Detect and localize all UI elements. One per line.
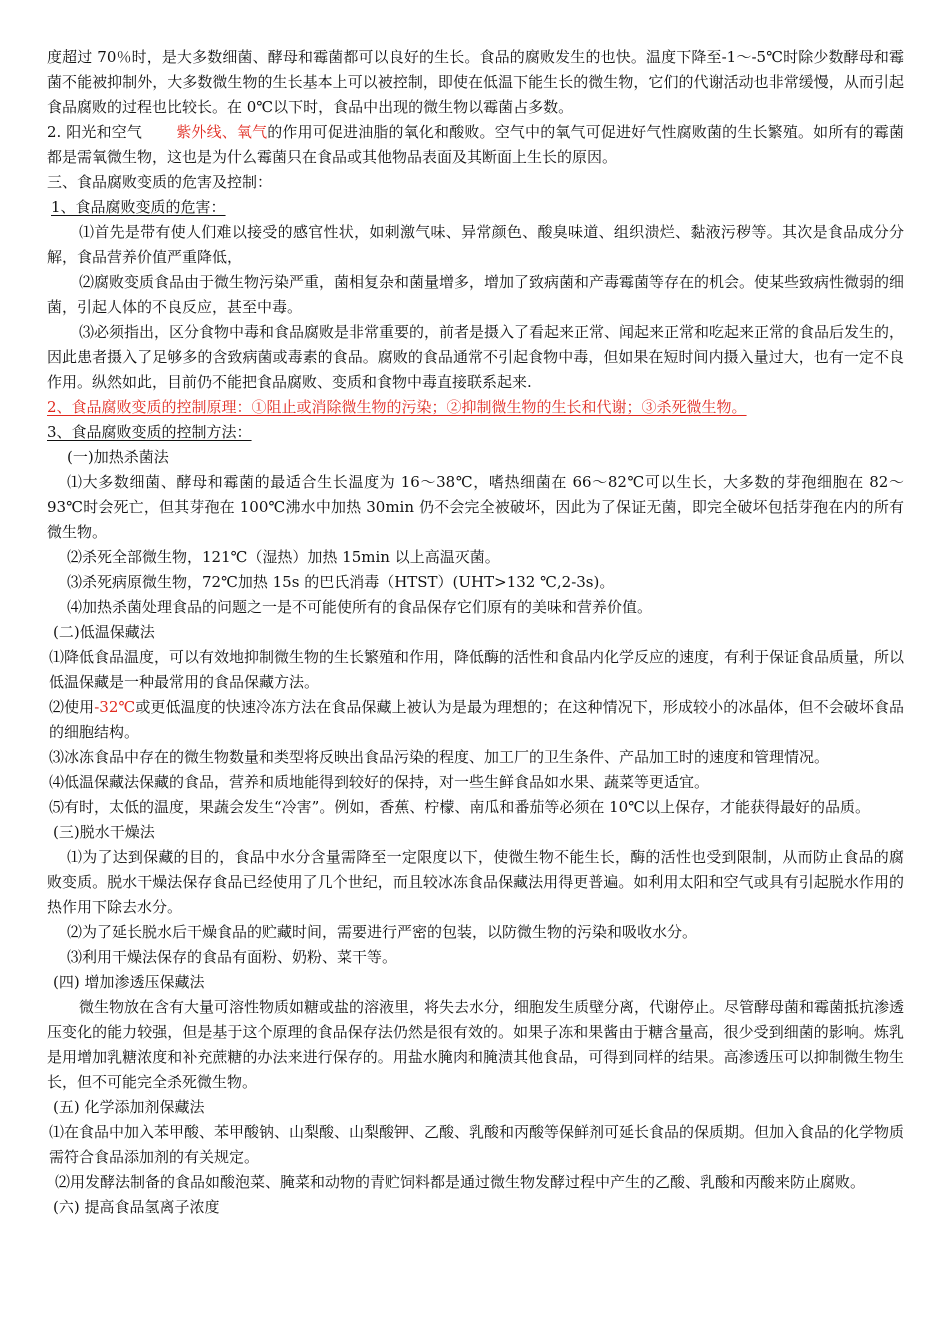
cold-item-5: ⑸有时，太低的温度，果蔬会发生“冷害”。例如，香蕉、柠檬、南瓜和番茄等必须在 10℃以上保存，才能获得最好的品质。 bbox=[49, 798, 870, 816]
section3-heading: 三、食品腐败变质的危害及控制： bbox=[47, 173, 273, 191]
drying-item-3: ⑶利用干燥法保存的食品有面粉、奶粉、菜干等。 bbox=[67, 948, 398, 966]
uv-oxygen-highlight: 紫外线、氧气 bbox=[176, 123, 268, 141]
cold-item-4: ⑷低温保藏法保藏的食品，营养和质地能得到较好的保持，对一些生鲜食品如水果、蔬菜等更适宜。 bbox=[49, 773, 710, 791]
chemical-item-2: ⑵用发酵法制备的食品如酸泡菜、腌菜和动物的青贮饲料都是通过微生物发酵过程中产生的乙酸、乳酸和丙酸来防止腐败。 bbox=[55, 1173, 866, 1191]
hazard-item-2: ⑵腐败变质食品由于微生物污染严重，菌相复杂和菌量增多，增加了致病菌和产毒霉菌等存在的机会。使某些致病性微弱的细菌，引起人体的不良反应，甚至中毒。 bbox=[47, 273, 905, 316]
sunlight-air-title: 2. 阳光和空气 bbox=[47, 123, 143, 141]
method-chemical-title: (五) 化学添加剂保藏法 bbox=[53, 1098, 205, 1116]
heating-item-2: ⑵杀死全部微生物，121℃（湿热）加热 15min 以上高温灭菌。 bbox=[67, 548, 500, 566]
sunlight-air-text: 的作用可促进油脂的氧化和酸败。空气中的氧气可促进好气性腐败菌的生长繁殖。如所有的霉菌都是需氧微生物，这也是为什么霉菌只在食品或其他物品表面及其断面上生长的原因。 bbox=[47, 123, 904, 166]
heating-item-4: ⑷加热杀菌处理食品的问题之一是不可能使所有的食品保存它们原有的美味和营养价值。 bbox=[67, 598, 653, 616]
osmotic-paragraph: 微生物放在含有大量可溶性物质如糖或盐的溶液里，将失去水分，细胞发生质壁分离，代谢停止。尽管酵母菌和霉菌抵抗渗透压变化的能力较强，但是基于这个原理的食品保存法仍然是很有效的。如果子冻和果酱由于糖含量高，很少受到细菌的影响。炼乳是用增加乳糖浓度和补充蔗糖的办法来进行保存的。用盐水腌肉和腌渍其他食品，可得到同样的结果。高渗透压可以抑制微生物生长，但不可能完全杀死微生物。 bbox=[47, 998, 905, 1091]
drying-item-2: ⑵为了延长脱水后干燥食品的贮藏时间，需要进行严密的包装，以防微生物的污染和吸收水分。 bbox=[67, 923, 698, 941]
drying-item-1: ⑴为了达到保藏的目的，食品中水分含量需降至一定限度以下，使微生物不能生长，酶的活性也受到限制，从而防止食品的腐败变质。脱水干燥法保存食品已经使用了几个世纪，而且较冰冻食品保藏法用得更普遍。如利用太阳和空气或具有引起脱水作用的热作用下除去水分。 bbox=[47, 848, 904, 916]
minus-32-highlight: -32℃ bbox=[94, 698, 136, 716]
method-osmotic-title: (四) 增加渗透压保藏法 bbox=[53, 973, 205, 991]
heating-item-1: ⑴大多数细菌、酵母和霉菌的最适合生长温度为 16～38℃，嗜热细菌在 66～82℃可以生长，大多数的芽孢细胞在 82～93℃时会死亡，但其芽孢在 100℃沸水中加热 30min 仍不会完全被破坏，因此为了保证无菌，即完全破坏包括芽孢在内的所有微生物。 bbox=[47, 473, 904, 541]
method-acidity-title: (六) 提高食品氢离子浓度 bbox=[53, 1198, 220, 1216]
control-principle: 2、食品腐败变质的控制原理：①阻止或消除微生物的污染；②抑制微生物的生长和代谢；③杀死微生物。 bbox=[47, 398, 747, 416]
method-cold-title: (二)低温保藏法 bbox=[53, 623, 155, 641]
cold-item-2: ⑵使用-32℃或更低温度的快速冷冻方法在食品保藏上被认为是最为理想的；在这种情况下，形成较小的冰晶体，但不会破坏食品的细胞结构。 bbox=[49, 698, 904, 741]
paragraph-sunlight-air bbox=[47, 120, 904, 170]
hazard-item-3: ⑶必须指出，区分食物中毒和食品腐败是非常重要的，前者是摄入了看起来正常、闻起来正常和吃起来正常的食品后发生的，因此患者摄入了足够多的含致病菌或毒素的食品。腐败的食品通常不引起食物中毒，但如果在短时间内摄入量过大，也有一定不良作用。纵然如此，目前仍不能把食品腐败、变质和食物中毒直接联系起来. bbox=[47, 323, 905, 391]
method-drying-title: (三)脱水干燥法 bbox=[53, 823, 155, 841]
chemical-item-1: ⑴在食品中加入苯甲酸、苯甲酸钠、山梨酸、山梨酸钾、乙酸、乳酸和丙酸等保鲜剂可延长食品的保质期。但加入食品的化学物质需符合食品添加剂的有关规定。 bbox=[49, 1123, 905, 1166]
cold-item-3: ⑶冰冻食品中存在的微生物数量和类型将反映出食品污染的程度、加工厂的卫生条件、产品加工时的速度和管理情况。 bbox=[49, 748, 830, 766]
heating-item-3: ⑶杀死病原微生物，72℃加热 15s 的巴氏消毒（HTST）(UHT>132 ℃,2-3s)。 bbox=[67, 573, 615, 591]
hazard-heading: 1、食品腐败变质的危害： bbox=[51, 198, 226, 216]
hazard-item-1: ⑴首先是带有使人们难以接受的感官性状，如刺激气味、异常颜色、酸臭味道、组织溃烂、黏液污秽等。其次是食品成分分解，食品营养价值严重降低， bbox=[47, 223, 904, 266]
control-methods-heading: 3、食品腐败变质的控制方法： bbox=[47, 423, 252, 441]
cold-item-1: ⑴降低食品温度，可以有效地抑制微生物的生长繁殖和作用，降低酶的活性和食品内化学反应的速度，有利于保证食品质量，所以低温保藏是一种最常用的食品保藏方法。 bbox=[49, 648, 905, 691]
paragraph-temperature: 度超过 70％时，是大多数细菌、酵母和霉菌都可以良好的生长。食品的腐败发生的也快。温度下降至-1～-5℃时除少数酵母和霉菌不能被抑制外，大多数微生物的生长基本上可以被控制，即使在低温下能生长的微生物，它们的代谢活动也非常缓慢，从而引起食品腐败的过程也比较长。在 0℃以下时，食品中出现的微生物以霉菌占多数。 bbox=[47, 48, 904, 116]
method-heating-title: (一)加热杀菌法 bbox=[67, 448, 169, 466]
